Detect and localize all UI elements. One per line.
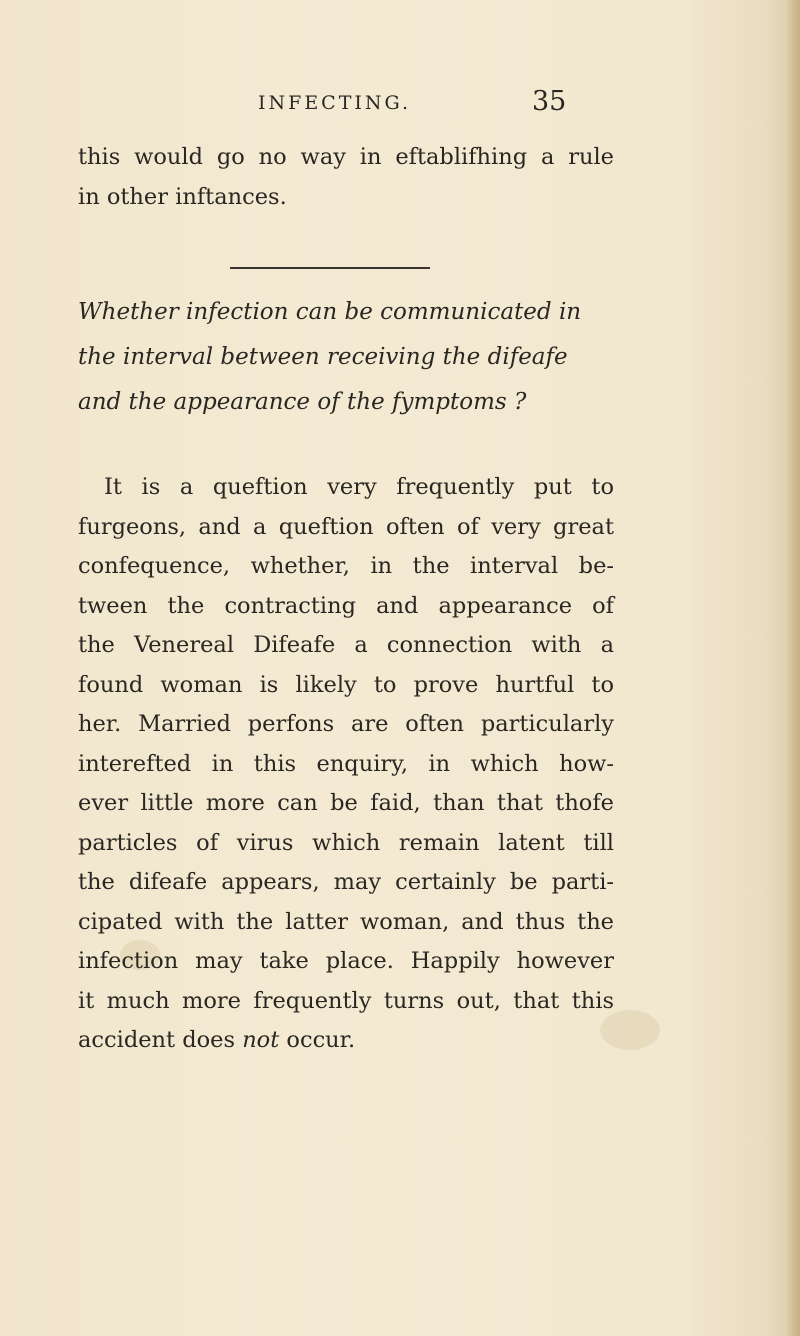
text-line: cipated with the latter woman, and thus the [78, 908, 614, 935]
text-line: tween the contracting and appearance of [78, 592, 614, 619]
text-line: found woman is likely to prove hurtful to [78, 671, 614, 698]
section-heading [78, 290, 618, 425]
text-line: confequence, whether, in the interval be- [78, 553, 614, 579]
running-head-title: INFECTING. [258, 92, 412, 114]
heading-line: the interval between receiving the difeafe [78, 344, 568, 370]
body-paragraph [78, 468, 614, 1061]
page-edge [786, 0, 800, 1336]
text-line-final [78, 1021, 614, 1061]
page-number: 35 [532, 86, 567, 117]
paragraph-continuation [78, 138, 614, 217]
text-line: her. Married perfons are often particularly [78, 711, 614, 737]
text-line: this would go no way in eftablifhing a rule [78, 144, 614, 170]
text-line: interefted in this enquiry, in which how- [78, 750, 614, 777]
section-divider-rule [230, 267, 430, 269]
heading-line: and the appearance of the fymptoms ? [78, 389, 527, 415]
text-line: particles of virus which remain latent till [78, 829, 614, 856]
final-text-after: occur. [279, 1027, 356, 1053]
running-head [258, 86, 578, 126]
text-line: it much more frequently turns out, that this [78, 987, 614, 1014]
text-line: ever little more can be faid, than that thofe [78, 790, 614, 816]
text-line: infection may take place. Happily however [78, 948, 614, 974]
text-line: the difeafe appears, may certainly be parti- [78, 869, 614, 895]
emphasis-not: not [242, 1027, 280, 1053]
text-line: the Venereal Difeafe a connection with a [78, 632, 614, 658]
text-line: in other inftances. [78, 183, 287, 210]
text-line: furgeons, and a queftion often of very great [78, 513, 614, 540]
heading-line: Whether infection can be communicated in [78, 299, 582, 325]
final-text-before: accident does [78, 1027, 243, 1053]
text-line: It is a queftion very frequently put to [104, 474, 614, 500]
